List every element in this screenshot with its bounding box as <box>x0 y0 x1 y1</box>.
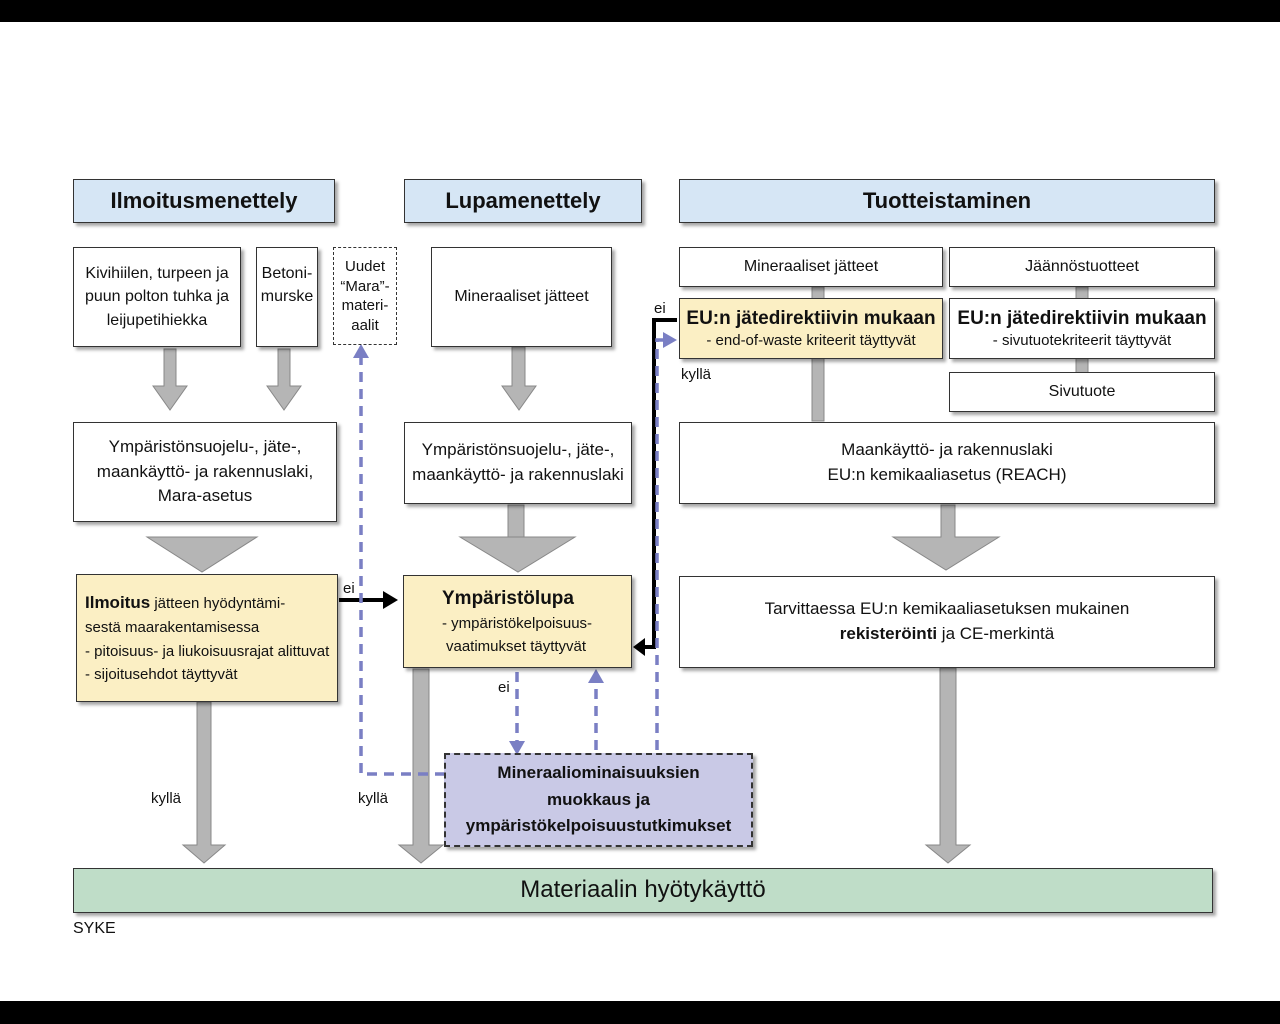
box-jaannostuotteet: Jäännöstuotteet <box>949 247 1215 287</box>
arrow-lupa-bottom <box>399 669 443 863</box>
box-materiaalin-hyotykaytto: Materiaalin hyötykäyttö <box>73 868 1213 913</box>
arrow-betoni-down <box>267 349 301 410</box>
box-eu-end-of-waste: EU:n jätedirektiivin mukaan - end-of-waste kriteerit täyttyvät <box>679 298 943 359</box>
ilmoitus-bold: Ilmoitus <box>85 592 151 612</box>
dashed-purple-to-uudet <box>361 357 445 774</box>
arrow-laki3-down <box>893 505 999 570</box>
arrowhead-eu-ei <box>633 638 645 656</box>
box-betonimurske: Betoni- murske <box>256 247 318 347</box>
dashed-arrowhead-eu <box>663 332 677 348</box>
box-mineraaliominaisuuksien-muokkaus: Mineraaliominaisuuksien muokkaus ja ympäristökelpoisuustutkimukset <box>444 753 753 847</box>
ymparistolupa-title: Ympäristölupa <box>442 587 574 609</box>
label-ei-eu: ei <box>654 300 666 317</box>
box-rekisterointi: Tarvittaessa EU:n kemikaaliasetuksen mukainen rekisteröinti ja CE-merkintä <box>679 576 1215 668</box>
label-kylla-lupa: kyllä <box>358 790 389 807</box>
footer-syke: SYKE <box>73 920 116 937</box>
box-ilmoitus: Ilmoitus jätteen hyödyntämi- sestä maarakentamisessa - pitoisuus- ja liukoisuusrajat alittuvat - sijoitusehdot täyttyvät <box>76 574 338 702</box>
box-ymparistolupa: Ympäristölupa - ympäristökelpoisuus- vaatimukset täyttyvät <box>403 575 632 668</box>
box-sivutuote: Sivutuote <box>949 372 1215 412</box>
header-tuotteistaminen: Tuotteistaminen <box>679 179 1215 223</box>
label-kylla-eu: kyllä <box>681 366 712 383</box>
label-ei-ilmoitus: ei <box>343 580 355 597</box>
arrow-kivihiili-down <box>153 349 187 410</box>
box-mineraaliset-jatteet-2: Mineraaliset jätteet <box>431 247 612 347</box>
arrow-mineraaliset-down <box>502 347 536 410</box>
box-eu-sivutuote: EU:n jätedirektiivin mukaan - sivutuotekriteerit täyttyvät <box>949 298 1215 359</box>
box-maankaytto-reach: Maankäyttö- ja rakennuslaki EU:n kemikaaliasetus (REACH) <box>679 422 1215 504</box>
box-kivihiili: Kivihiilen, turpeen ja puun polton tuhka ja leijupetihiekka <box>73 247 241 347</box>
label-kylla-ilmoitus: kyllä <box>151 790 182 807</box>
dashed-arrowhead-uudet <box>353 344 369 358</box>
arrow-laki2-stem <box>508 505 524 537</box>
arrowhead-lupa <box>383 591 398 609</box>
arrow-laki2-down <box>460 537 575 572</box>
box-mineraaliset-jatteet-3: Mineraaliset jätteet <box>679 247 943 287</box>
header-lupamenettely: Lupamenettely <box>404 179 642 223</box>
dashed-purple-to-eu <box>657 340 665 750</box>
arrow-laki1-down <box>147 537 257 572</box>
dashed-arrowhead-lupa <box>588 669 604 683</box>
arrow-reach-bottom <box>926 668 970 863</box>
header-ilmoitusmenettely: Ilmoitusmenettely <box>73 179 335 223</box>
box-ymparistonsuojelu-laki-2: Ympäristönsuojelu-, jäte-, maankäyttö- ja rakennuslaki <box>404 422 632 504</box>
arrow-ilmoitus-bottom <box>183 702 225 863</box>
arrow-eu-ei-to-lupa <box>642 320 677 647</box>
box-uudet-mara-materiaalit: Uudet “Mara”- materi- aalit <box>333 247 397 345</box>
box-ymparistonsuojelu-laki-1: Ympäristönsuojelu-, jäte-, maankäyttö- ja rakennuslaki, Mara-asetus <box>73 422 337 522</box>
diagram-canvas <box>0 22 1280 1001</box>
label-ei-lupa: ei <box>498 679 510 696</box>
